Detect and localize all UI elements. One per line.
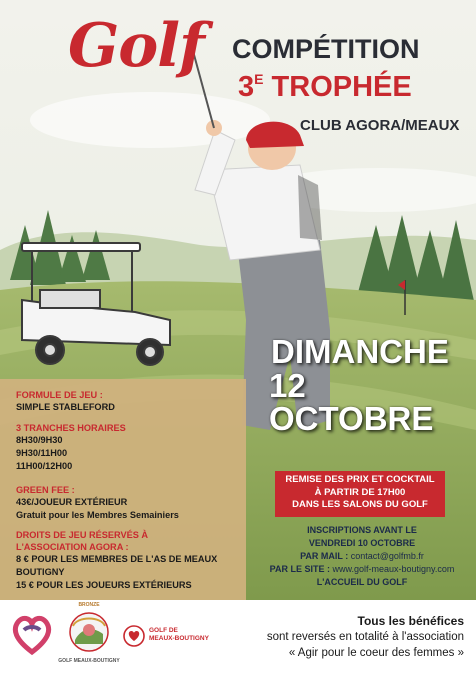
footer-line: Tous les bénéfices [357, 614, 464, 628]
date-month: 12 OCTOBRE [269, 367, 434, 437]
date-day: DIMANCHE [271, 333, 449, 370]
droits-title: L'ASSOCIATION AGORA : [16, 542, 129, 552]
golf-script-title: Golf [68, 11, 204, 81]
green-fee-line: 43€/JOUEUR EXTÉRIEUR [16, 497, 128, 507]
info-panel [0, 379, 246, 601]
horaire-line: 9H30/11H00 [16, 448, 68, 458]
registration-deadline: INSCRIPTIONS AVANT LE [307, 525, 417, 535]
horaires-title: 3 TRANCHES HORAIRES [16, 423, 126, 433]
footer-text [267, 613, 464, 661]
golf-logo-line: MEAUX-BOUTIGNY [149, 635, 209, 642]
bronze-sub-text: GOLF MEAUX-BOUTIGNY [58, 658, 120, 664]
mail-link[interactable]: contact@golfmb.fr [350, 551, 424, 561]
trophee-number: 3 [238, 71, 255, 103]
droits-section [16, 529, 217, 592]
trophee-title [238, 72, 412, 102]
formule-title: FORMULE DE JEU : [16, 390, 103, 400]
footer [0, 600, 476, 673]
mail-label: PAR MAIL : [300, 551, 349, 561]
green-fee-title: GREEN FEE : [16, 485, 75, 495]
bronze-label-logo-icon [63, 606, 115, 658]
registration-site [256, 563, 468, 576]
prize-line: DANS LES SALONS DU GOLF [292, 499, 428, 510]
golf-logo-line: GOLF DE [149, 627, 178, 634]
golf-meaux-boutigny-logo-icon [122, 624, 146, 648]
competition-title: COMPÉTITION [232, 34, 420, 64]
footer-line: sont reversés en totalité à l'association [266, 631, 464, 643]
droits-line: BOUTIGNY [16, 567, 65, 577]
formule-section [16, 389, 115, 414]
prize-box [275, 471, 445, 517]
club-name: CLUB AGORA/MEAUX [300, 117, 460, 134]
footer-line: « Agir pour le coeur des femmes » [288, 647, 464, 659]
registration-block [256, 524, 468, 589]
heart-association-logo-icon [10, 612, 54, 656]
golf-logo-text [149, 627, 209, 643]
green-fee-section [16, 484, 179, 522]
trophee-superscript: E [254, 71, 264, 87]
prize-line: REMISE DES PRIX ET COCKTAIL [285, 474, 435, 485]
prize-line: À PARTIR DE 17H00 [314, 486, 406, 498]
formule-line: SIMPLE STABLEFORD [16, 402, 115, 412]
registration-date: VENDREDI 10 OCTOBRE [308, 538, 416, 548]
horaire-line: 8H30/9H30 [16, 435, 63, 445]
trophee-word: TROPHÉE [271, 71, 412, 103]
green-fee-line: Gratuit pour les Membres Semainiers [16, 510, 179, 520]
droits-line: 8 € POUR LES MEMBRES DE L'AS DE MEAUX [16, 554, 218, 564]
site-link[interactable]: www.golf-meaux-boutigny.com [332, 564, 455, 574]
droits-line: 15 € POUR LES JOUEURS EXTÉRIEURS [16, 580, 192, 590]
registration-accueil: L'ACCUEIL DU GOLF [316, 577, 408, 587]
droits-title: DROITS DE JEU RÉSERVÉS À [16, 530, 149, 540]
horaire-line: 11H00/12H00 [16, 461, 73, 471]
horaires-section [16, 422, 126, 473]
site-label: PAR LE SITE : [269, 564, 330, 574]
bronze-label-text: BRONZE [78, 602, 100, 608]
registration-mail [256, 550, 468, 563]
